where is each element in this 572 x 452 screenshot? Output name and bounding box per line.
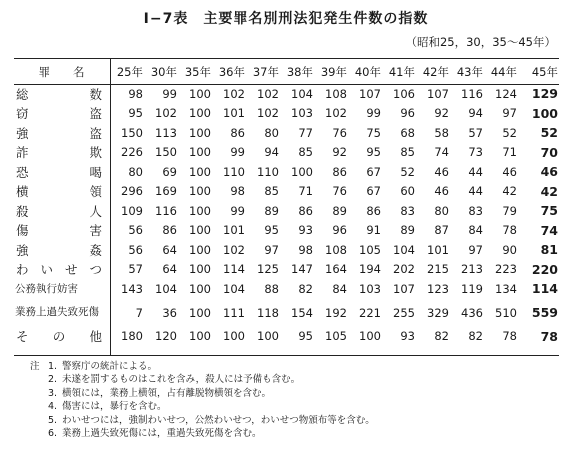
index-value: 56 <box>128 242 143 257</box>
note-text: 未遂を罰するものはこれを含み，殺人には予備も含む。 <box>62 374 301 386</box>
crime-name: 強 盗 <box>16 125 102 141</box>
index-value: 69 <box>162 164 177 179</box>
index-value: 102 <box>257 86 279 101</box>
index-value: 100 <box>257 329 279 344</box>
index-value: 110 <box>223 164 245 179</box>
table-row <box>14 327 559 347</box>
note-number: 1. <box>48 361 58 372</box>
index-value: 58 <box>434 125 449 140</box>
index-value: 101 <box>223 223 245 238</box>
index-value: 98 <box>230 184 245 199</box>
index-value: 100 <box>189 203 211 218</box>
table-row <box>14 143 559 163</box>
index-value: 42 <box>540 183 558 199</box>
index-value: 67 <box>366 184 381 199</box>
index-value: 56 <box>128 223 143 238</box>
note-item <box>48 360 375 373</box>
index-value: 125 <box>257 262 279 277</box>
index-value: 52 <box>400 164 415 179</box>
index-value: 76 <box>332 184 347 199</box>
index-value: 100 <box>189 164 211 179</box>
note-item <box>48 387 375 400</box>
index-value: 296 <box>121 184 143 199</box>
index-value: 150 <box>121 125 143 140</box>
index-value: 114 <box>223 262 245 277</box>
index-value: 70 <box>540 144 558 160</box>
index-value: 86 <box>230 125 245 140</box>
index-value: 147 <box>291 262 313 277</box>
table-row <box>14 84 559 104</box>
index-value: 85 <box>264 184 279 199</box>
index-value: 57 <box>128 262 143 277</box>
index-value: 44 <box>468 184 483 199</box>
index-value: 107 <box>427 86 449 101</box>
table-row <box>14 104 559 124</box>
index-value: 99 <box>162 86 177 101</box>
index-value: 102 <box>223 86 245 101</box>
note-item <box>48 414 375 427</box>
index-value: 67 <box>366 164 381 179</box>
index-value: 102 <box>325 106 347 121</box>
index-value: 202 <box>393 262 415 277</box>
crime-name: 傷 害 <box>16 223 102 239</box>
index-value: 86 <box>298 203 313 218</box>
index-value: 46 <box>434 184 449 199</box>
index-value: 75 <box>540 203 558 219</box>
index-value: 100 <box>189 281 211 296</box>
table-title: Ⅰ−7表 主要罪名別刑法犯発生件数の指数 <box>143 11 429 27</box>
crime-name: 業務上過失致死傷 <box>15 306 99 318</box>
index-value: 89 <box>400 223 415 238</box>
index-value: 100 <box>531 105 558 121</box>
index-value: 46 <box>502 164 517 179</box>
index-value: 100 <box>359 329 381 344</box>
index-value: 86 <box>366 203 381 218</box>
index-value: 95 <box>128 106 143 121</box>
index-value: 96 <box>332 223 347 238</box>
top-rule <box>14 58 559 59</box>
index-value: 102 <box>155 106 177 121</box>
year-header: 38年 <box>286 65 313 79</box>
table-row <box>14 182 559 202</box>
index-value: 221 <box>359 305 381 320</box>
index-value: 99 <box>230 145 245 160</box>
year-header: 39年 <box>320 65 347 79</box>
index-value: 215 <box>427 262 449 277</box>
index-value: 91 <box>366 223 381 238</box>
crime-name: 総 数 <box>16 86 102 102</box>
index-value: 92 <box>332 145 347 160</box>
note-text: 警察庁の統計による。 <box>62 361 158 372</box>
index-value: 94 <box>468 106 483 121</box>
index-value: 99 <box>230 203 245 218</box>
index-value: 46 <box>540 164 558 180</box>
crime-name: わいせつ <box>16 262 102 278</box>
index-value: 80 <box>434 203 449 218</box>
index-value: 68 <box>400 125 415 140</box>
note-text: 横領には，業務上横領，占有離脱物横領を含む。 <box>62 387 272 399</box>
index-value: 154 <box>291 305 313 320</box>
index-value: 86 <box>162 223 177 238</box>
index-value: 78 <box>502 223 517 238</box>
note-item <box>48 400 375 413</box>
index-value: 85 <box>400 145 415 160</box>
index-value: 100 <box>189 106 211 121</box>
index-value: 81 <box>540 242 558 258</box>
index-value: 86 <box>332 164 347 179</box>
index-value: 36 <box>162 305 177 320</box>
table-row <box>14 279 559 299</box>
index-value: 73 <box>468 145 483 160</box>
index-value: 114 <box>531 281 558 297</box>
table-subtitle: （昭和25，30，35〜45年） <box>405 35 556 49</box>
index-value: 100 <box>189 86 211 101</box>
index-value: 100 <box>189 329 211 344</box>
index-value: 255 <box>393 305 415 320</box>
crime-name: 横 領 <box>16 184 102 200</box>
index-value: 98 <box>128 86 143 101</box>
index-value: 102 <box>257 106 279 121</box>
year-header: 40年 <box>354 65 381 79</box>
index-value: 329 <box>427 305 449 320</box>
crime-name: 詐 欺 <box>16 145 102 161</box>
index-value: 100 <box>189 145 211 160</box>
year-header: 36年 <box>218 65 245 79</box>
index-value: 116 <box>155 203 177 218</box>
index-value: 104 <box>223 281 245 296</box>
index-value: 101 <box>223 106 245 121</box>
index-value: 143 <box>121 281 143 296</box>
index-value: 120 <box>155 329 177 344</box>
index-value: 108 <box>325 86 347 101</box>
index-value: 74 <box>540 222 558 238</box>
index-value: 100 <box>189 125 211 140</box>
index-value: 559 <box>531 305 558 320</box>
index-value: 42 <box>502 184 517 199</box>
index-value: 100 <box>189 184 211 199</box>
table-row <box>14 221 559 241</box>
index-value: 100 <box>189 262 211 277</box>
note-item <box>48 427 375 440</box>
year-header: 41年 <box>388 65 415 79</box>
index-value: 109 <box>121 203 143 218</box>
index-value: 88 <box>264 281 279 296</box>
index-value: 78 <box>502 329 517 344</box>
index-value: 92 <box>434 106 449 121</box>
index-value: 101 <box>427 242 449 257</box>
table-row <box>14 260 559 280</box>
note-item <box>48 373 375 386</box>
index-value: 105 <box>359 242 381 257</box>
year-header: 42年 <box>422 65 449 79</box>
index-value: 96 <box>400 106 415 121</box>
index-value: 99 <box>366 106 381 121</box>
index-value: 113 <box>155 125 177 140</box>
index-value: 100 <box>189 223 211 238</box>
index-value: 85 <box>298 145 313 160</box>
index-value: 226 <box>121 145 143 160</box>
year-header: 37年 <box>252 65 279 79</box>
index-value: 74 <box>434 145 449 160</box>
table-row <box>14 299 559 327</box>
note-number: 2. <box>48 374 58 386</box>
index-value: 180 <box>121 329 143 344</box>
index-value: 129 <box>531 86 558 102</box>
index-value: 150 <box>155 145 177 160</box>
notes <box>30 360 375 440</box>
index-value: 116 <box>461 86 483 101</box>
index-value: 192 <box>325 305 347 320</box>
table-row <box>14 240 559 260</box>
index-value: 82 <box>468 329 483 344</box>
index-value: 64 <box>162 262 177 277</box>
year-header: 44年 <box>490 65 517 79</box>
index-value: 7 <box>135 305 143 320</box>
index-value: 57 <box>468 125 483 140</box>
year-header: 45年 <box>531 65 558 79</box>
index-value: 52 <box>502 125 517 140</box>
index-value: 223 <box>495 262 517 277</box>
index-value: 80 <box>128 164 143 179</box>
index-value: 89 <box>332 203 347 218</box>
index-value: 110 <box>257 164 279 179</box>
index-value: 102 <box>223 242 245 257</box>
header-row <box>14 60 559 84</box>
table-row <box>14 162 559 182</box>
index-value: 194 <box>359 262 381 277</box>
index-value: 100 <box>291 164 313 179</box>
index-value: 123 <box>427 281 449 296</box>
crime-name: 恐 喝 <box>16 164 102 180</box>
crime-index-table <box>14 60 559 346</box>
note-number: 5. <box>48 414 58 426</box>
index-value: 44 <box>468 164 483 179</box>
index-value: 80 <box>264 125 279 140</box>
index-value: 83 <box>400 203 415 218</box>
index-value: 97 <box>502 106 517 121</box>
index-value: 105 <box>325 329 347 344</box>
index-value: 64 <box>162 242 177 257</box>
index-value: 84 <box>468 223 483 238</box>
index-value: 71 <box>298 184 313 199</box>
crime-column-header: 罪 名 <box>38 65 85 79</box>
crime-name: そ の 他 <box>16 329 102 345</box>
index-value: 104 <box>155 281 177 296</box>
crime-name: 窃 盗 <box>16 106 102 122</box>
index-value: 510 <box>495 305 517 320</box>
crime-name: 強 姦 <box>16 242 102 258</box>
index-value: 90 <box>502 242 517 257</box>
index-value: 76 <box>332 125 347 140</box>
index-value: 82 <box>298 281 313 296</box>
note-text: わいせつには，強制わいせつ，公然わいせつ，わいせつ物頒布等を含む。 <box>62 414 375 426</box>
index-value: 106 <box>393 86 415 101</box>
index-value: 100 <box>223 329 245 344</box>
index-value: 87 <box>434 223 449 238</box>
index-value: 97 <box>468 242 483 257</box>
index-value: 103 <box>359 281 381 296</box>
crime-name: 公務執行妨害 <box>15 283 78 296</box>
index-value: 119 <box>461 281 483 296</box>
note-number: 4. <box>48 401 58 413</box>
notes-list <box>30 360 375 440</box>
index-value: 95 <box>264 223 279 238</box>
note-number: 6. <box>48 428 58 440</box>
index-value: 104 <box>393 242 415 257</box>
index-value: 95 <box>298 329 313 344</box>
index-value: 97 <box>264 242 279 257</box>
index-value: 46 <box>434 164 449 179</box>
year-header: 35年 <box>184 65 211 79</box>
index-value: 77 <box>298 125 313 140</box>
note-number: 3. <box>48 387 58 399</box>
table-row <box>14 201 559 221</box>
index-value: 213 <box>461 262 483 277</box>
index-value: 60 <box>400 184 415 199</box>
index-value: 79 <box>502 203 517 218</box>
index-value: 78 <box>540 328 558 344</box>
notes-label: 注 <box>30 361 40 372</box>
crime-name: 殺 人 <box>16 203 102 219</box>
index-value: 220 <box>531 261 558 277</box>
index-value: 82 <box>434 329 449 344</box>
index-value: 95 <box>366 145 381 160</box>
index-value: 134 <box>495 281 517 296</box>
index-value: 98 <box>298 242 313 257</box>
index-value: 84 <box>332 281 347 296</box>
bottom-rule <box>14 355 559 356</box>
index-value: 107 <box>359 86 381 101</box>
index-value: 436 <box>461 305 483 320</box>
table-row <box>14 123 559 143</box>
index-value: 111 <box>223 305 245 320</box>
index-value: 108 <box>325 242 347 257</box>
index-value: 164 <box>325 262 347 277</box>
index-value: 93 <box>298 223 313 238</box>
note-text: 業務上過失致死傷には，重過失致死傷を含む。 <box>62 428 262 440</box>
year-header: 30年 <box>150 65 177 79</box>
index-value: 71 <box>502 145 517 160</box>
year-header: 25年 <box>116 65 143 79</box>
note-text: 傷害には，暴行を含む。 <box>62 401 167 413</box>
index-value: 103 <box>291 106 313 121</box>
index-value: 75 <box>366 125 381 140</box>
index-value: 169 <box>155 184 177 199</box>
index-value: 107 <box>393 281 415 296</box>
index-value: 100 <box>189 305 211 320</box>
index-value: 104 <box>291 86 313 101</box>
index-value: 94 <box>264 145 279 160</box>
index-value: 93 <box>400 329 415 344</box>
year-header: 43年 <box>456 65 483 79</box>
index-value: 89 <box>264 203 279 218</box>
index-value: 124 <box>495 86 517 101</box>
index-value: 118 <box>257 305 279 320</box>
index-value: 52 <box>540 125 558 141</box>
index-value: 83 <box>468 203 483 218</box>
index-value: 100 <box>189 242 211 257</box>
